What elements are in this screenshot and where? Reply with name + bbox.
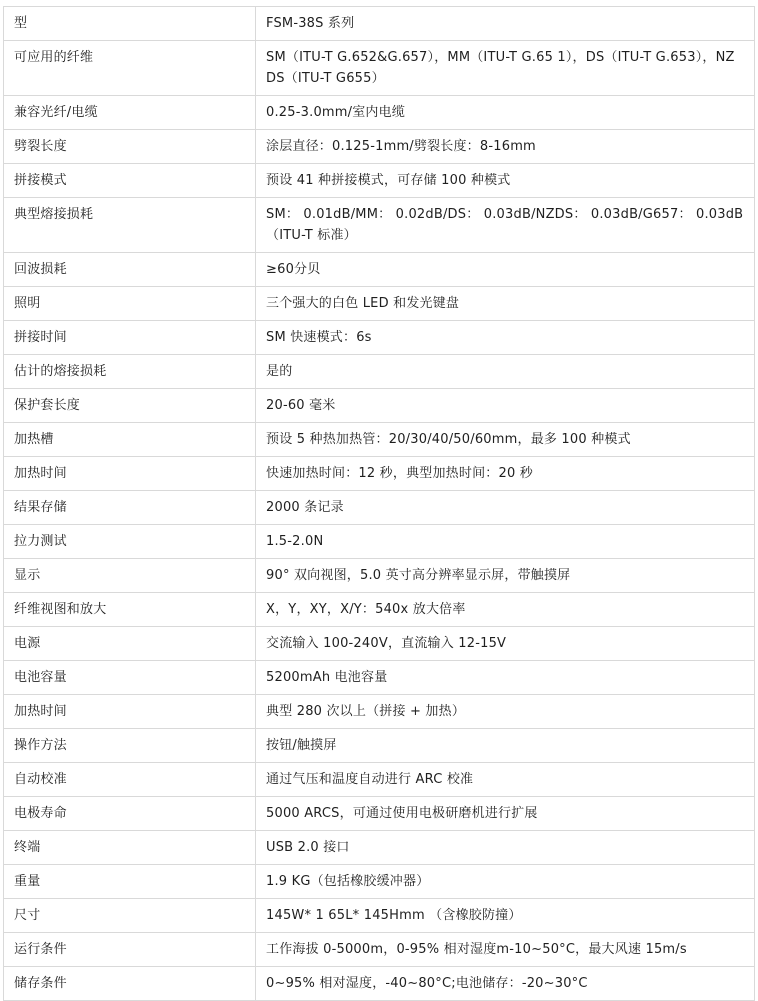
spec-value: 是的 [256,355,755,389]
spec-value: FSM-38S 系列 [256,7,755,41]
spec-label: 兼容光纤/电缆 [4,96,256,130]
table-row [4,593,755,627]
spec-value: 0.25-3.0mm/室内电缆 [256,96,755,130]
spec-value: 20-60 毫米 [256,389,755,423]
spec-value: 涂层直径：0.125-1mm/劈裂长度：8-16mm [256,130,755,164]
spec-value: 预设 41 种拼接模式，可存储 100 种模式 [256,164,755,198]
spec-value: 快速加热时间：12 秒，典型加热时间：20 秒 [256,457,755,491]
spec-value: SM（ITU-T G.652&G.657），MM（ITU-T G.65 1），DS（ITU-T G.653），NZDS（ITU-T G655） [256,41,755,96]
table-row [4,763,755,797]
spec-label: 回波损耗 [4,253,256,287]
spec-value: USB 2.0 接口 [256,831,755,865]
spec-table [3,6,755,1001]
spec-value: 2000 条记录 [256,491,755,525]
spec-label: 尺寸 [4,899,256,933]
spec-label: 显示 [4,559,256,593]
table-row [4,797,755,831]
spec-label: 照明 [4,287,256,321]
spec-label: 可应用的纤维 [4,41,256,96]
spec-label: 操作方法 [4,729,256,763]
table-row [4,389,755,423]
spec-label: 终端 [4,831,256,865]
spec-label: 重量 [4,865,256,899]
table-row [4,491,755,525]
spec-label: 运行条件 [4,933,256,967]
spec-value: SM： 0.01dB/MM： 0.02dB/DS： 0.03dB/NZDS： 0.03dB/G657： 0.03dB（ITU-T 标准） [256,198,755,253]
spec-label: 加热时间 [4,457,256,491]
spec-label: 典型熔接损耗 [4,198,256,253]
spec-value: SM 快速模式：6s [256,321,755,355]
table-row [4,899,755,933]
spec-label: 电极寿命 [4,797,256,831]
table-row [4,627,755,661]
spec-value: 5000 ARCS，可通过使用电极研磨机进行扩展 [256,797,755,831]
spec-value: 1.5-2.0N [256,525,755,559]
spec-value: 工作海拔 0-5000m，0-95% 相对湿度m-10~50°C，最大风速 15m/s [256,933,755,967]
spec-label: 劈裂长度 [4,130,256,164]
table-row [4,96,755,130]
spec-value: 预设 5 种热加热管：20/30/40/50/60mm，最多 100 种模式 [256,423,755,457]
spec-value: 典型 280 次以上（拼接 + 加热） [256,695,755,729]
table-row [4,865,755,899]
table-row [4,253,755,287]
table-row [4,130,755,164]
table-row [4,41,755,96]
spec-label: 结果存储 [4,491,256,525]
spec-label: 储存条件 [4,967,256,1001]
spec-label: 拼接时间 [4,321,256,355]
spec-value: 1.9 KG（包括橡胶缓冲器） [256,865,755,899]
spec-value: 90° 双向视图，5.0 英寸高分辨率显示屏，带触摸屏 [256,559,755,593]
spec-value: 三个强大的白色 LED 和发光键盘 [256,287,755,321]
spec-label: 纤维视图和放大 [4,593,256,627]
table-row [4,457,755,491]
spec-value: 5200mAh 电池容量 [256,661,755,695]
spec-label: 型 [4,7,256,41]
spec-label: 电池容量 [4,661,256,695]
spec-label: 自动校准 [4,763,256,797]
table-row [4,559,755,593]
spec-label: 加热时间 [4,695,256,729]
spec-label: 电源 [4,627,256,661]
spec-value: 145W* 1 65L* 145Hmm （含橡胶防撞） [256,899,755,933]
spec-value: ≥60分贝 [256,253,755,287]
table-row [4,7,755,41]
table-row [4,729,755,763]
table-row [4,164,755,198]
spec-label: 加热槽 [4,423,256,457]
spec-value: 0~95% 相对湿度，-40~80°C;电池储存：-20~30°C [256,967,755,1001]
table-row [4,198,755,253]
spec-label: 拉力测试 [4,525,256,559]
table-row [4,321,755,355]
spec-label: 拼接模式 [4,164,256,198]
spec-value: 交流输入 100-240V，直流输入 12-15V [256,627,755,661]
table-row [4,661,755,695]
table-row [4,695,755,729]
table-row [4,423,755,457]
spec-table-body [4,7,755,1001]
spec-label: 估计的熔接损耗 [4,355,256,389]
table-row [4,355,755,389]
table-row [4,287,755,321]
spec-value: X，Y，XY，X/Y：540x 放大倍率 [256,593,755,627]
table-row [4,967,755,1001]
table-row [4,933,755,967]
table-row [4,525,755,559]
spec-label: 保护套长度 [4,389,256,423]
table-row [4,831,755,865]
spec-value: 通过气压和温度自动进行 ARC 校准 [256,763,755,797]
spec-value: 按钮/触摸屏 [256,729,755,763]
